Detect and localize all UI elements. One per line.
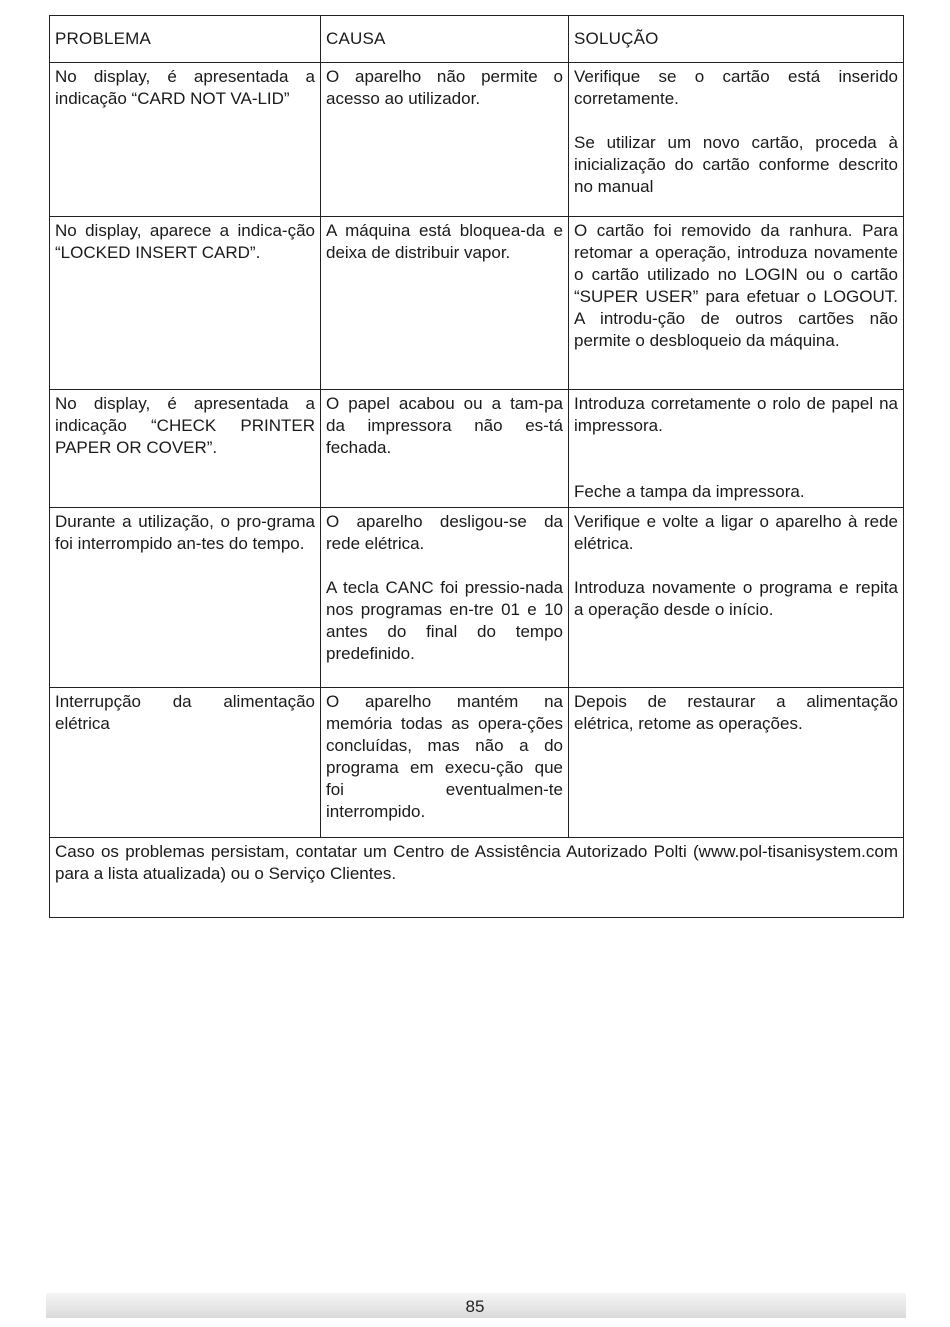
table-row xyxy=(50,63,904,217)
header-solution: SOLUÇÃO xyxy=(569,16,904,63)
cause-cell xyxy=(321,688,569,838)
cause-text: O aparelho mantém na memória todas as opera-ções concluídas, mas não a do programa em execu-ção que foi eventualmen-te interrompido. xyxy=(326,692,563,821)
table-header-row xyxy=(50,16,904,63)
table-row xyxy=(50,508,904,688)
solution-cell xyxy=(569,688,904,838)
cause-text: O papel acabou ou a tam-pa da impressora não es-tá fechada. xyxy=(326,394,563,457)
cause-text: A máquina está bloquea-da e deixa de distribuir vapor. xyxy=(326,221,563,262)
cause-cell xyxy=(321,508,569,688)
cause-cell xyxy=(321,390,569,508)
problem-cell: No display, é apresentada a indicação “CARD NOT VA-LID” xyxy=(50,63,321,217)
solution-cell xyxy=(569,390,904,508)
table-row xyxy=(50,390,904,508)
cause-text: A tecla CANC foi pressio-nada nos programas en-tre 01 e 10 antes do final do tempo predefinido. xyxy=(326,578,563,663)
solution-cell xyxy=(569,63,904,217)
problem-cell: No display, aparece a indica-ção “LOCKED INSERT CARD”. xyxy=(50,217,321,390)
solution-text: Se utilizar um novo cartão, proceda à inicialização do cartão conforme descrito no manual xyxy=(574,133,898,196)
problem-cell: No display, é apresentada a indicação “CHECK PRINTER PAPER OR COVER”. xyxy=(50,390,321,508)
cause-cell xyxy=(321,217,569,390)
header-problem: PROBLEMA xyxy=(50,16,321,63)
table-row xyxy=(50,217,904,390)
problem-cell: Interrupção da alimentação elétrica xyxy=(50,688,321,838)
table-row xyxy=(50,688,904,838)
header-cause: CAUSA xyxy=(321,16,569,63)
cause-text: O aparelho não permite o acesso ao utilizador. xyxy=(326,67,563,108)
cause-text: O aparelho desligou-se da rede elétrica. xyxy=(326,512,563,553)
solution-text: Feche a tampa da impressora. xyxy=(574,482,805,501)
cause-cell xyxy=(321,63,569,217)
troubleshooting-table xyxy=(49,15,904,918)
solution-text: O cartão foi removido da ranhura. Para retomar a operação, introduza novamente o cartão utilizado no LOGIN ou o cartão “SUPER USER” para efetuar o LOGOUT. A introdu-ção de outros cartões não permite o desbloqueio da máquina. xyxy=(574,221,898,350)
page-number: 85 xyxy=(465,1297,485,1316)
problem-cell: Durante a utilização, o pro-grama foi interrompido an-tes do tempo. xyxy=(50,508,321,688)
solution-text: Verifique e volte a ligar o aparelho à rede elétrica. xyxy=(574,512,898,553)
solution-text: Introduza novamente o programa e repita a operação desde o início. xyxy=(574,578,898,619)
solution-text: Introduza corretamente o rolo de papel na impressora. xyxy=(574,394,898,435)
solution-cell xyxy=(569,217,904,390)
solution-cell xyxy=(569,508,904,688)
solution-text: Verifique se o cartão está inserido corretamente. xyxy=(574,67,898,108)
footer-note: Caso os problemas persistam, contatar um Centro de Assistência Autorizado Polti (www.pol-tisanisystem.com para a lista atualizada) ou o Serviço Clientes. xyxy=(50,838,904,918)
solution-text: Depois de restaurar a alimentação elétrica, retome as operações. xyxy=(574,692,898,733)
table-footer-row xyxy=(50,838,904,918)
